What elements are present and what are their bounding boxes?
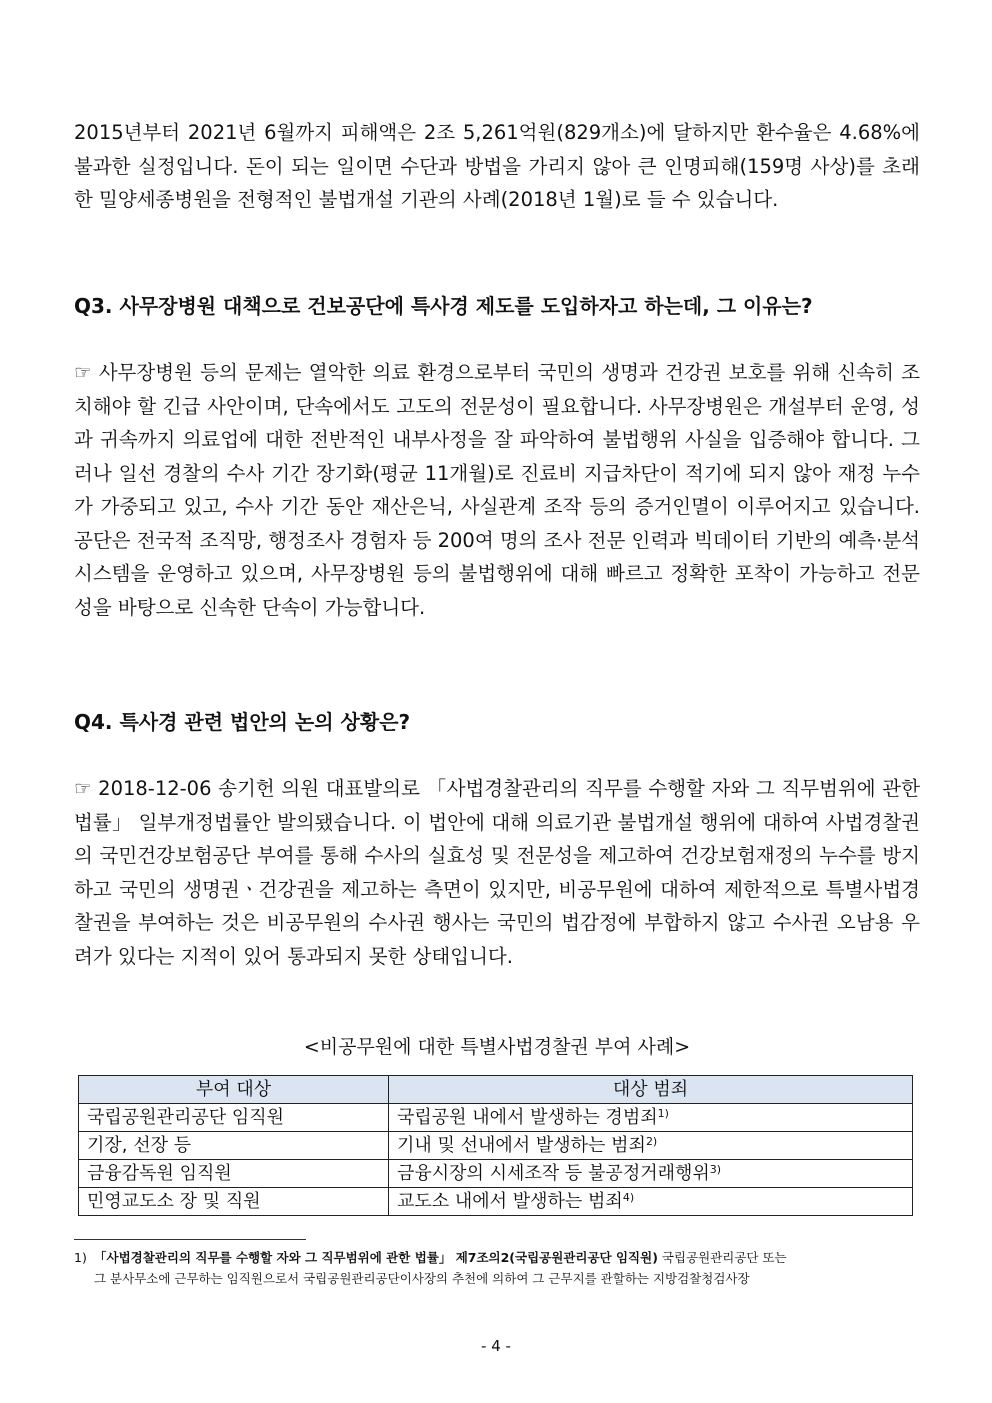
crime-text: 교도소 내에서 발생하는 범죄 [397, 1191, 623, 1212]
footnote-law-title: 「사법경찰관리의 직무를 수행할 자와 그 직무범위에 관한 법률」 제7조의2(국립공원관리공단 임직원) [94, 1250, 658, 1265]
footnote-text-line2: 그 분사무소에 근무하는 임직원으로서 국립공원관리공단이사장의 추천에 의하여 그 근무지를 관할하는 지방검찰청검사장 [94, 1271, 750, 1286]
target-cell: 민영교도소 장 및 직원 [79, 1188, 389, 1216]
crime-cell [389, 1160, 913, 1188]
table-row [79, 1132, 913, 1160]
target-cell: 국립공원관리공단 임직원 [79, 1104, 389, 1132]
table-row [79, 1160, 913, 1188]
column-header-target: 부여 대상 [79, 1076, 389, 1104]
footnote-number: 1) [74, 1250, 87, 1265]
q3-answer: ☞ 사무장병원 등의 문제는 열악한 의료 환경으로부터 국민의 생명과 건강권 보호를 위해 신속히 조치해야 할 긴급 사안이며, 단속에서도 고도의 전문성이 필요합니다. 사무장병원은 개설부터 운영, 성과 귀속까지 의료업에 대한 전반적인 내부사정을 잘 파악하여 불법행위 사실을 입증해야 합니다. 그러나 일선 경찰의 수사 기간 장기화(평균 11개월)로 진료비 지급차단이 적기에 되지 않아 재정 누수가 가중되고 있고, 수사 기간 동안 재산은닉, 사실관계 조작 등의 증거인멸이 이루어지고 있습니다. 공단은 전국적 조직망, 행정조사 경험자 등 200여 명의 조사 전문 인력과 빅데이터 기반의 예측·분석 시스템을 운영하고 있으며, 사무장병원 등의 불법행위에 대해 빠르고 정확한 포착이 가능하고 전문성을 바탕으로 신속한 단속이 가능합니다. [74, 361, 921, 619]
footnote-ref[interactable]: 3) [709, 1163, 722, 1176]
q4-answer: ☞ 2018-12-06 송기헌 의원 대표발의로 「사법경찰관리의 직무를 수행할 자와 그 직무범위에 관한 법률」 일부개정법률안 발의됐습니다. 이 법안에 대해 의료기관 불법개설 행위에 대하여 사법경찰권의 국민건강보험공단 부여를 통해 수사의 실효성 및 전문성을 제고하여 건강보험재정의 누수를 방지하고 국민의 생명권ㆍ건강권을 제고하는 측면이 있지만, 비공무원에 대하여 제한적으로 특별사법경찰권을 부여하는 것은 비공무원의 수사권 행사는 국민의 법감정에 부합하지 않고 수사권 오남용 우려가 있다는 지적이 있어 통과되지 못한 상태입니다. [74, 777, 920, 968]
crime-cell [389, 1188, 913, 1216]
footnote-text-line1: 국립공원관리공단 또는 [657, 1250, 787, 1265]
page-number: - 4 - [481, 1337, 511, 1355]
footnote-divider [74, 1239, 306, 1240]
footnote-ref[interactable]: 2) [645, 1135, 658, 1148]
q4-heading: Q4. 특사경 관련 법안의 논의 상황은? [74, 710, 411, 734]
crime-text: 금융시장의 시세조작 등 불공정거래행위 [397, 1163, 710, 1184]
target-cell: 금융감독원 임직원 [79, 1160, 389, 1188]
footnote [74, 1247, 922, 1289]
footnote-ref[interactable]: 4) [622, 1191, 635, 1204]
cases-table [78, 1075, 913, 1216]
crime-cell [389, 1104, 913, 1132]
table-row [79, 1104, 913, 1132]
column-header-crime: 대상 범죄 [389, 1076, 913, 1104]
target-cell: 기장, 선장 등 [79, 1132, 389, 1160]
crime-cell [389, 1132, 913, 1160]
intro-paragraph: 2015년부터 2021년 6월까지 피해액은 2조 5,261억원(829개소)에 달하지만 환수율은 4.68%에 불과한 실정입니다. 돈이 되는 일이면 수단과 방법을 가리지 않아 큰 인명피해(159명 사상)를 초래한 밀양세종병원을 전형적인 불법개설 기관의 사례(2018년 1월)로 들 수 있습니다. [74, 121, 920, 211]
table-caption: <비공무원에 대한 특별사법경찰권 부여 사례> [303, 1036, 691, 1058]
table-row [79, 1188, 913, 1216]
footnote-ref[interactable]: 1) [657, 1107, 669, 1120]
table-header-row [79, 1076, 913, 1104]
crime-text: 기내 및 선내에서 발생하는 범죄 [397, 1135, 646, 1156]
q3-heading: Q3. 사무장병원 대책으로 건보공단에 특사경 제도를 도입하자고 하는데, 그 이유는? [74, 294, 813, 318]
crime-text: 국립공원 내에서 발생하는 경범죄 [397, 1107, 658, 1128]
